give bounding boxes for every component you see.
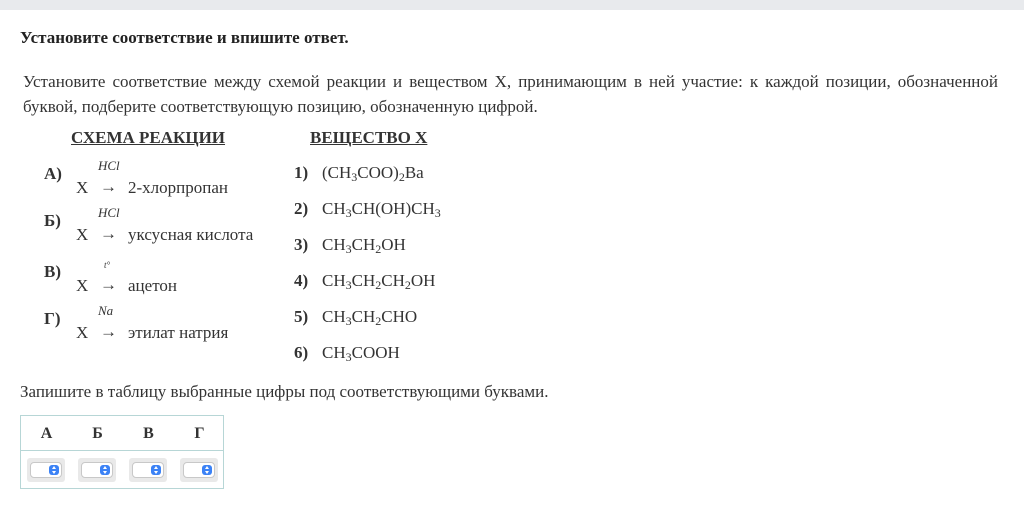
arrow-icon: → <box>100 322 117 341</box>
substance-number: 1) <box>294 163 309 182</box>
substance-number: 3) <box>294 235 309 254</box>
reaction-row-a <box>44 158 304 210</box>
reaction-product: уксусная кислота <box>128 225 254 244</box>
reaction-product: 2-хлорпропан <box>128 178 228 197</box>
substance-formula: $(CH_3COO)_2Ba$ <box>322 163 424 184</box>
substance-formula: $CH_3CH_2CHO$ <box>322 307 418 328</box>
reaction-condition: HCl <box>98 205 120 220</box>
answer-select-cell-a <box>27 458 65 482</box>
answer-select-g[interactable] <box>183 462 215 478</box>
substance-number: 6) <box>294 343 309 362</box>
select-stepper-icon[interactable] <box>100 465 110 475</box>
reaction-product: этилат натрия <box>128 323 229 342</box>
select-stepper-icon[interactable] <box>151 465 161 475</box>
answer-select-cell-v <box>129 458 167 482</box>
substance-formula: $CH_3CH(OH)CH_3$ <box>322 199 441 220</box>
task-title: Установите соответствие и впишите ответ. <box>20 28 349 47</box>
reaction-letter: В) <box>44 262 61 281</box>
answer-select-cell-g <box>180 458 218 482</box>
substance-formula: $CH_3CH_2CH_2OH$ <box>322 271 436 292</box>
reaction-condition: Na <box>98 303 114 318</box>
substance-number: 5) <box>294 307 309 326</box>
answer-instruction: Запишите в таблицу выбранные цифры под соответствующими буквами. <box>20 382 549 401</box>
reaction-reagent: X <box>76 225 89 244</box>
arrow-icon: → <box>100 224 117 243</box>
task-text: Установите соответствие между схемой реакции и веществом X, принимающим в ней участие: к каждой позиции, обозначенной буквой, подберите соответствующую позицию, обозначенную цифрой. <box>23 72 998 116</box>
reaction-row-b <box>44 205 304 257</box>
answer-select-v[interactable] <box>132 462 164 478</box>
select-stepper-icon[interactable] <box>49 465 59 475</box>
arrow-icon: → <box>100 177 117 196</box>
reaction-letter: Б) <box>44 211 61 230</box>
reactions-column-header: СХЕМА РЕАКЦИИ <box>71 128 226 147</box>
reaction-product: ацетон <box>128 276 177 295</box>
reaction-reagent: X <box>76 323 89 342</box>
answer-select-b[interactable] <box>81 462 113 478</box>
answer-select-a[interactable] <box>30 462 62 478</box>
reaction-condition: t° <box>104 260 111 270</box>
substance-formula: $CH_3COOH$ <box>322 343 400 364</box>
answer-header-g: Г <box>194 425 205 442</box>
answer-table-divider <box>21 450 223 451</box>
reaction-letter: Г) <box>44 309 61 328</box>
answer-header-v: В <box>143 425 154 442</box>
reaction-reagent: X <box>76 178 89 197</box>
answer-select-cell-b <box>78 458 116 482</box>
reaction-row-g <box>44 303 304 355</box>
substances-column-header: ВЕЩЕСТВО X <box>310 128 428 147</box>
answer-header-a: А <box>40 425 53 442</box>
substance-number: 2) <box>294 199 309 218</box>
select-stepper-icon[interactable] <box>202 465 212 475</box>
reaction-letter: А) <box>44 164 62 183</box>
reaction-reagent: X <box>76 276 89 295</box>
arrow-icon: → <box>100 275 117 294</box>
substance-formula: $CH_3CH_2OH$ <box>322 235 406 256</box>
answer-table <box>20 415 224 489</box>
reaction-row-v <box>44 262 304 308</box>
substance-number: 4) <box>294 271 309 290</box>
answer-table-header <box>21 416 223 450</box>
reaction-condition: HCl <box>98 158 120 173</box>
top-bar <box>0 0 1024 10</box>
answer-header-b: Б <box>92 425 103 442</box>
